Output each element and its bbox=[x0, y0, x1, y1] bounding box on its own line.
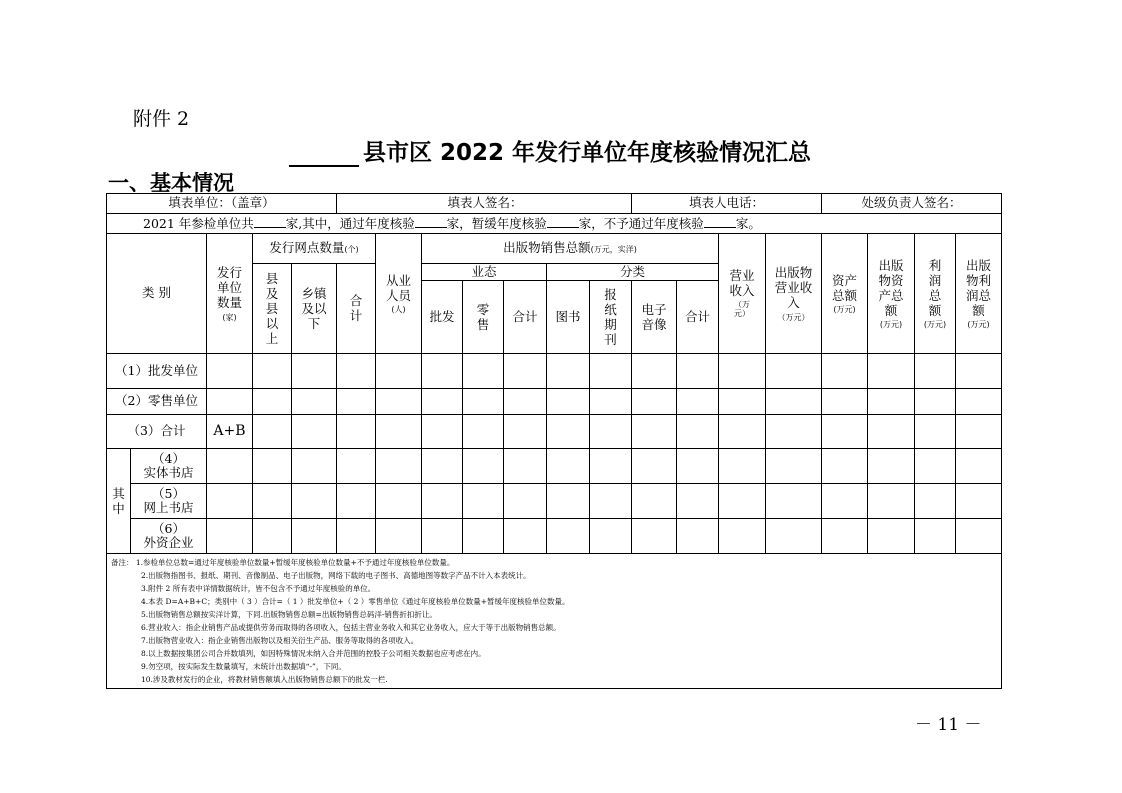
fill-unit-label: 填表单位：（盖章） bbox=[168, 195, 275, 211]
data-cell[interactable] bbox=[822, 519, 868, 554]
data-cell[interactable] bbox=[719, 449, 766, 484]
table-row bbox=[107, 415, 1002, 449]
data-cell[interactable] bbox=[337, 519, 376, 554]
note-line: 10.涉及教材发行的企业，将教材销售额填入出版物销售总额下的批发一栏. bbox=[141, 675, 388, 684]
data-cell[interactable] bbox=[632, 389, 677, 415]
header-business-form: 业态 bbox=[422, 264, 547, 281]
data-cell[interactable] bbox=[915, 484, 956, 519]
title-text: 县市区 2022 年发行单位年度核验情况汇总 bbox=[363, 140, 812, 166]
data-cell[interactable] bbox=[253, 389, 292, 415]
data-cell[interactable] bbox=[504, 449, 547, 484]
data-cell[interactable] bbox=[292, 449, 337, 484]
summary-blank-passed[interactable] bbox=[415, 215, 447, 228]
summary-part-3: 家，暂缓年度核验 bbox=[446, 216, 547, 232]
data-cell[interactable] bbox=[956, 354, 1002, 389]
page-number: － 11 － bbox=[915, 715, 982, 735]
data-cell[interactable] bbox=[956, 484, 1002, 519]
total-formula-cell: A+B bbox=[207, 415, 253, 449]
header-town: 乡镇及以下 bbox=[292, 264, 337, 354]
note-line: 2.出版物指图书、报纸、期刊、音像制品、电子出版物，网络下载的电子图书、高德地图等数字产品不计入本表统计。 bbox=[141, 571, 531, 580]
header-class-total: 合计 bbox=[677, 281, 719, 354]
note-line: 7.出版物营业收入：指企业销售出版物以及相关衍生产品、服务等取得的各项收入。 bbox=[141, 636, 419, 645]
dept-sign-label: 处级负责人签名： bbox=[861, 195, 962, 211]
data-cell[interactable] bbox=[504, 415, 547, 449]
data-cell[interactable] bbox=[504, 519, 547, 554]
filler-phone-cell[interactable] bbox=[632, 194, 822, 214]
data-cell[interactable] bbox=[504, 354, 547, 389]
data-cell[interactable] bbox=[547, 519, 590, 554]
data-cell[interactable] bbox=[868, 389, 915, 415]
section-heading: 一、基本情况 bbox=[108, 171, 234, 195]
data-cell[interactable] bbox=[766, 519, 822, 554]
data-cell[interactable] bbox=[376, 389, 422, 415]
data-cell[interactable] bbox=[207, 389, 253, 415]
data-cell[interactable] bbox=[207, 354, 253, 389]
summary-table bbox=[106, 193, 1002, 689]
header-retail: 零售 bbox=[463, 281, 504, 354]
data-cell[interactable] bbox=[822, 354, 868, 389]
data-cell[interactable] bbox=[632, 415, 677, 449]
data-cell[interactable] bbox=[376, 415, 422, 449]
table-row bbox=[107, 389, 1002, 415]
header-outlets: 发行网点数量(个) bbox=[253, 234, 376, 264]
data-cell[interactable] bbox=[504, 389, 547, 415]
data-cell[interactable] bbox=[253, 415, 292, 449]
data-cell[interactable] bbox=[337, 484, 376, 519]
header-staff: 从业人员 (人) bbox=[376, 234, 422, 354]
header-outlet-total: 合计 bbox=[337, 264, 376, 354]
data-cell[interactable] bbox=[547, 484, 590, 519]
data-cell[interactable] bbox=[207, 519, 253, 554]
filler-phone-label: 填表人电话： bbox=[689, 195, 765, 211]
header-county: 县及县以上 bbox=[253, 264, 292, 354]
data-cell[interactable] bbox=[719, 519, 766, 554]
data-cell[interactable] bbox=[547, 415, 590, 449]
notes-cell bbox=[107, 554, 1002, 689]
data-cell[interactable] bbox=[376, 354, 422, 389]
fill-unit-cell[interactable] bbox=[107, 194, 337, 214]
data-cell[interactable] bbox=[292, 484, 337, 519]
data-cell[interactable] bbox=[822, 449, 868, 484]
header-pub-assets: 出版物资产总额 (万元) bbox=[868, 234, 915, 354]
data-cell[interactable] bbox=[719, 484, 766, 519]
data-cell[interactable] bbox=[915, 519, 956, 554]
data-cell[interactable] bbox=[766, 415, 822, 449]
data-cell[interactable] bbox=[956, 415, 1002, 449]
data-cell[interactable] bbox=[822, 389, 868, 415]
note-line: 9.勿空项，按实际发生数量填写，未统计出数据填“-”，下同。 bbox=[141, 662, 346, 671]
data-cell[interactable] bbox=[376, 484, 422, 519]
header-books: 图书 bbox=[547, 281, 590, 354]
data-cell[interactable] bbox=[422, 519, 463, 554]
summary-part-5: 家。 bbox=[735, 216, 761, 232]
data-cell[interactable] bbox=[868, 354, 915, 389]
note-line: 4.本表 D=A+B+C；类别中（ 3 ）合计=（ 1 ）批发单位+（ 2 ）零售单位《通过年度核验单位数量+暂缓年度核验单位数量。 bbox=[141, 597, 570, 606]
data-cell[interactable] bbox=[422, 354, 463, 389]
filler-sign-label: 填表人签名： bbox=[447, 195, 523, 211]
attachment-label: 附件 2 bbox=[133, 108, 190, 130]
data-cell[interactable] bbox=[376, 519, 422, 554]
table-row bbox=[107, 449, 1002, 484]
data-cell[interactable] bbox=[632, 449, 677, 484]
table-row bbox=[107, 519, 1002, 554]
data-cell[interactable] bbox=[547, 389, 590, 415]
data-cell[interactable] bbox=[292, 389, 337, 415]
row-label-wholesale: （1）批发单位 bbox=[107, 354, 207, 389]
data-cell[interactable] bbox=[956, 449, 1002, 484]
data-cell[interactable] bbox=[719, 415, 766, 449]
data-cell[interactable] bbox=[422, 449, 463, 484]
summary-row bbox=[107, 214, 1002, 234]
data-cell[interactable] bbox=[337, 415, 376, 449]
header-pub-revenue: 出版物营业收入 （万元） bbox=[766, 234, 822, 354]
data-cell[interactable] bbox=[590, 484, 632, 519]
data-cell[interactable] bbox=[915, 449, 956, 484]
data-cell[interactable] bbox=[822, 484, 868, 519]
data-cell[interactable] bbox=[253, 519, 292, 554]
row-label-foreign: （6） 外资企业 bbox=[131, 519, 207, 554]
data-cell[interactable] bbox=[868, 449, 915, 484]
data-cell[interactable] bbox=[590, 415, 632, 449]
data-cell[interactable] bbox=[463, 354, 504, 389]
data-cell[interactable] bbox=[463, 415, 504, 449]
dept-sign-cell[interactable] bbox=[822, 194, 1002, 214]
header-profit: 利润总额 (万元) bbox=[915, 234, 956, 354]
row-label-total: （3）合计 bbox=[107, 415, 207, 449]
data-cell[interactable] bbox=[337, 449, 376, 484]
data-cell[interactable] bbox=[677, 389, 719, 415]
row-label-online: （5） 网上书店 bbox=[131, 484, 207, 519]
data-cell[interactable] bbox=[677, 354, 719, 389]
note-line: 8.以上数据按集团公司合并数填列，如因特殊情况未纳入合并范围的控股子公司相关数据也应考虑在内。 bbox=[141, 649, 486, 658]
header-pub-profit: 出版物利润总额 (万元) bbox=[956, 234, 1002, 354]
data-cell[interactable] bbox=[207, 449, 253, 484]
data-cell[interactable] bbox=[292, 354, 337, 389]
data-cell[interactable] bbox=[547, 449, 590, 484]
note-line: 5.出版物销售总额按实洋计算，下同.出版物销售总额=出版物销售总码洋-销售折扣折让。 bbox=[141, 610, 437, 619]
note-line: 6.营业收入：指企业销售产品或提供劳务而取得的各项收入，包括主营业务收入和其它业务收入，应大于等于出版物销售总额。 bbox=[141, 623, 561, 632]
header-revenue: 营业收入（万元） bbox=[719, 234, 766, 354]
data-cell[interactable] bbox=[463, 519, 504, 554]
header-units-count: 发行单位数量 (家) bbox=[207, 234, 253, 354]
data-cell[interactable] bbox=[547, 354, 590, 389]
data-cell[interactable] bbox=[207, 484, 253, 519]
data-cell[interactable] bbox=[632, 484, 677, 519]
row-label-physical: （4） 实体书店 bbox=[131, 449, 207, 484]
summary-blank-failed[interactable] bbox=[704, 215, 736, 228]
data-cell[interactable] bbox=[253, 354, 292, 389]
data-cell[interactable] bbox=[337, 354, 376, 389]
summary-blank-deferred[interactable] bbox=[547, 215, 579, 228]
data-cell[interactable] bbox=[463, 484, 504, 519]
data-cell[interactable] bbox=[590, 354, 632, 389]
data-cell[interactable] bbox=[677, 519, 719, 554]
data-cell[interactable] bbox=[422, 415, 463, 449]
data-cell[interactable] bbox=[632, 354, 677, 389]
row-label-retail: （2）零售单位 bbox=[107, 389, 207, 415]
data-cell[interactable] bbox=[766, 449, 822, 484]
data-cell[interactable] bbox=[422, 484, 463, 519]
data-cell[interactable] bbox=[422, 389, 463, 415]
data-cell[interactable] bbox=[719, 354, 766, 389]
data-cell[interactable] bbox=[590, 519, 632, 554]
data-cell[interactable] bbox=[677, 415, 719, 449]
data-cell[interactable] bbox=[337, 389, 376, 415]
data-cell[interactable] bbox=[590, 449, 632, 484]
data-cell[interactable] bbox=[677, 484, 719, 519]
summary-blank-total[interactable] bbox=[254, 215, 286, 228]
header-assets: 资产总额 (万元) bbox=[822, 234, 868, 354]
data-cell[interactable] bbox=[822, 415, 868, 449]
data-cell[interactable] bbox=[868, 484, 915, 519]
data-cell[interactable] bbox=[766, 354, 822, 389]
header-form-total: 合计 bbox=[504, 281, 547, 354]
data-cell[interactable] bbox=[376, 449, 422, 484]
data-cell[interactable] bbox=[766, 389, 822, 415]
table-row bbox=[107, 484, 1002, 519]
data-cell[interactable] bbox=[253, 484, 292, 519]
data-cell[interactable] bbox=[868, 415, 915, 449]
data-cell[interactable] bbox=[504, 484, 547, 519]
summary-part-2: 家,其中，通过年度核验 bbox=[285, 216, 415, 232]
data-cell[interactable] bbox=[463, 389, 504, 415]
data-cell[interactable] bbox=[915, 415, 956, 449]
data-cell[interactable] bbox=[253, 449, 292, 484]
data-cell[interactable] bbox=[915, 354, 956, 389]
row-label-among: 其中 bbox=[107, 449, 131, 554]
data-cell[interactable] bbox=[956, 519, 1002, 554]
data-cell[interactable] bbox=[292, 415, 337, 449]
title-blank-line bbox=[289, 143, 359, 167]
data-cell[interactable] bbox=[292, 519, 337, 554]
note-line: 3.附件 2 所有表中详情数据统计，皆不包含不予通过年度核验的单位。 bbox=[141, 584, 376, 593]
header-classification: 分类 bbox=[547, 264, 719, 281]
data-cell[interactable] bbox=[463, 449, 504, 484]
data-cell[interactable] bbox=[956, 389, 1002, 415]
data-cell[interactable] bbox=[632, 519, 677, 554]
header-sales: 出版物销售总额(万元，实洋) bbox=[422, 234, 719, 264]
note-line: 备注： 1.参检单位总数=通过年度核验单位数量+暂缓年度核验单位数量+不予通过年度核验单位数量。 bbox=[111, 558, 455, 567]
filler-sign-cell[interactable] bbox=[337, 194, 632, 214]
header-category: 类 别 bbox=[107, 234, 207, 354]
header-periodicals: 报纸期刊 bbox=[590, 281, 632, 354]
data-cell[interactable] bbox=[719, 389, 766, 415]
data-cell[interactable] bbox=[766, 484, 822, 519]
data-cell[interactable] bbox=[868, 519, 915, 554]
page-title bbox=[289, 134, 811, 167]
table-row bbox=[107, 354, 1002, 389]
summary-part-1: 2021 年参检单位共 bbox=[143, 216, 254, 232]
summary-part-4: 家，不予通过年度核验 bbox=[578, 216, 704, 232]
data-cell[interactable] bbox=[590, 389, 632, 415]
data-cell[interactable] bbox=[915, 389, 956, 415]
data-cell[interactable] bbox=[677, 449, 719, 484]
header-av: 电子音像 bbox=[632, 281, 677, 354]
header-wholesale: 批发 bbox=[422, 281, 463, 354]
